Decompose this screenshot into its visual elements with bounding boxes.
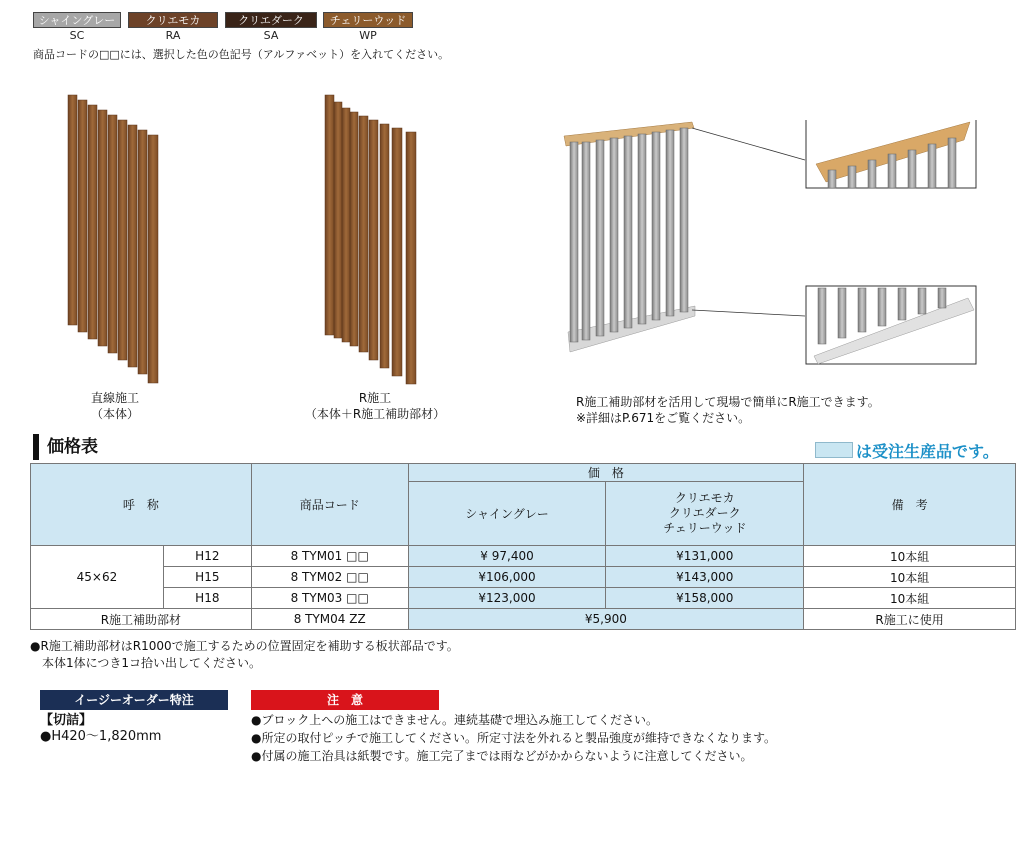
caution-item: ●所定の取付ピッチで施工してください。所定寸法を外れると製品強度が維持できなくなります。: [251, 731, 777, 745]
height-cell: H12: [163, 546, 251, 567]
assist-note-line-2: 本体1体につき1コ拾い出してください。: [42, 656, 262, 670]
color-code-sc: SC: [69, 29, 85, 42]
price-gray-cell: ¥123,000: [408, 588, 606, 609]
price-gray-cell: ¥ 97,400: [408, 546, 606, 567]
code-cell: 8 TYM04 ZZ: [251, 609, 408, 630]
r-assist-caption: [576, 394, 996, 426]
header-code: 商品コード: [251, 464, 408, 546]
caution-item: ●ブロック上への施工はできません。連続基礎で埋込み施工してください。: [251, 713, 658, 727]
price-table: [30, 463, 1016, 630]
price-wood-cell: ¥143,000: [606, 567, 804, 588]
price-wood-cell: ¥131,000: [606, 546, 804, 567]
r-install-caption: [290, 390, 460, 422]
header-name: 呼 称: [31, 464, 252, 546]
color-code-sa: SA: [263, 29, 279, 42]
remarks-cell: 10本組: [804, 567, 1016, 588]
straight-install-image: [60, 90, 170, 390]
price-gray-cell: ¥106,000: [408, 567, 606, 588]
code-cell: 8 TYM03 □□: [251, 588, 408, 609]
table-row: [31, 567, 1016, 588]
caption-title: R施工: [358, 391, 392, 405]
easy-order-heading: 【切詰】: [40, 713, 93, 728]
r-install-image: [320, 90, 430, 390]
caption-sub: （本体＋R施工補助部材）: [304, 407, 446, 421]
color-chip-shining-gray: シャイングレー: [33, 12, 121, 28]
caption-sub: （本体）: [90, 407, 139, 421]
assist-name-cell: R施工補助部材: [31, 609, 252, 630]
caption-title: R施工補助部材を活用して現場で簡単にR施工できます。: [576, 395, 880, 409]
height-cell: H18: [163, 588, 251, 609]
easy-order-banner: イージーオーダー特注: [40, 690, 228, 710]
order-product-legend-text: は受注生産品です。: [856, 442, 999, 461]
size-cell: 45×62: [31, 546, 164, 609]
easy-order-range: ●H420～1,820mm: [40, 729, 162, 744]
code-cell: 8 TYM01 □□: [251, 546, 408, 567]
header-wood-colors: [606, 482, 804, 546]
header-shining-gray: シャイングレー: [408, 482, 606, 546]
header-wood-line: クリエモカ: [674, 491, 735, 505]
caption-title: 直線施工: [90, 391, 139, 405]
table-row: [31, 588, 1016, 609]
table-row: [31, 546, 1016, 567]
caution-banner: 注 意: [251, 690, 439, 710]
header-price: 価 格: [408, 464, 804, 482]
height-cell: H15: [163, 567, 251, 588]
price-table-title: 価格表: [33, 434, 98, 460]
color-code-wp: WP: [359, 29, 377, 42]
remarks-cell: 10本組: [804, 546, 1016, 567]
order-product-legend-swatch: [815, 442, 853, 458]
color-chip-clear-dark: クリエダーク: [225, 12, 317, 28]
caption-sub: ※詳細はP.671をご覧ください。: [576, 411, 751, 425]
table-row-assist: [31, 609, 1016, 630]
color-chip-cherry-wood: チェリーウッド: [323, 12, 413, 28]
header-wood-line: クリエダーク: [668, 506, 741, 520]
r-assist-part-image: [560, 120, 980, 370]
caution-item: ●付属の施工治具は紙製です。施工完了までは雨などがかからないように注意してください。: [251, 749, 753, 763]
header-wood-line: チェリーウッド: [663, 521, 747, 535]
price-wood-cell: ¥158,000: [606, 588, 804, 609]
code-cell: 8 TYM02 □□: [251, 567, 408, 588]
assist-note-line-1: ●R施工補助部材はR1000で施工するための位置固定を補助する板状部品です。: [30, 639, 459, 653]
color-code-ra: RA: [165, 29, 181, 42]
remarks-cell: R施工に使用: [804, 609, 1016, 630]
assist-price-cell: ¥5,900: [408, 609, 804, 630]
remarks-cell: 10本組: [804, 588, 1016, 609]
header-remarks: 備 考: [804, 464, 1016, 546]
straight-install-caption: [40, 390, 190, 422]
color-chip-clear-mocha: クリエモカ: [128, 12, 218, 28]
product-code-note: 商品コードの□□には、選択した色の色記号（アルファベット）を入れてください。: [33, 48, 450, 61]
